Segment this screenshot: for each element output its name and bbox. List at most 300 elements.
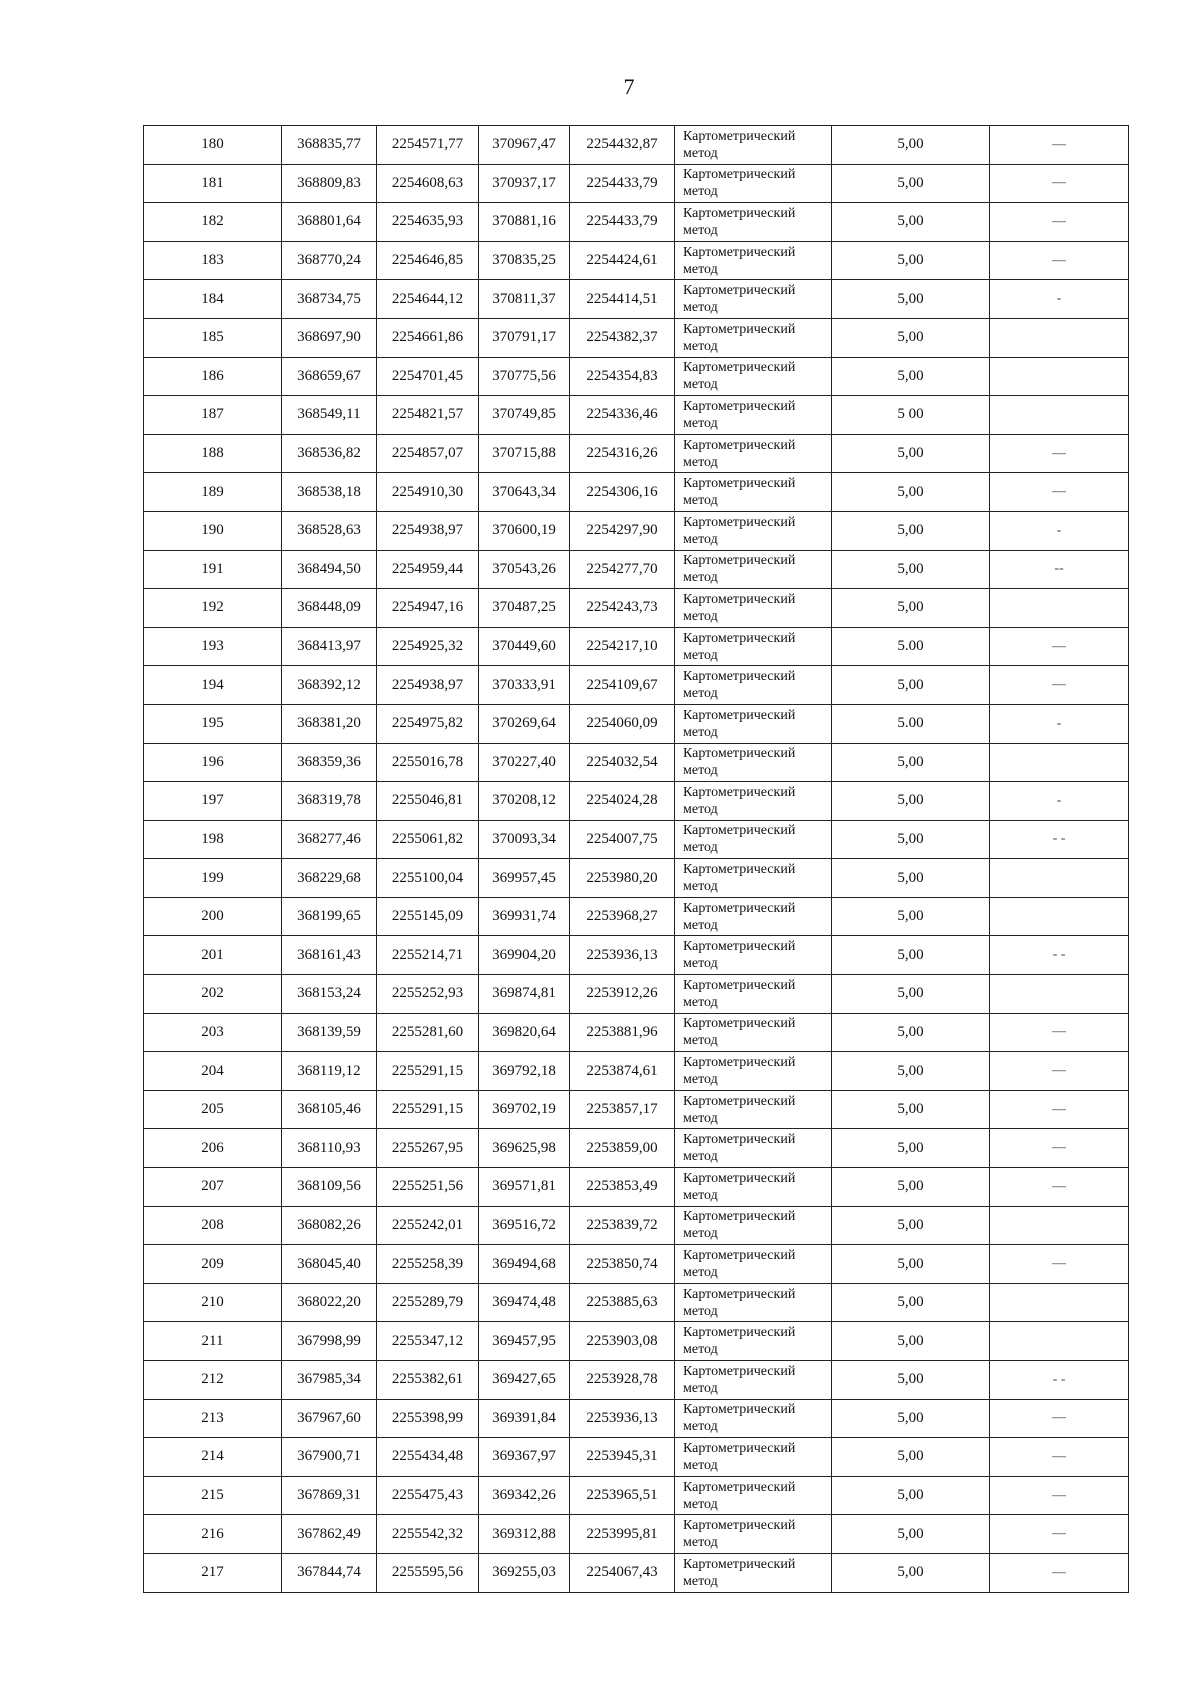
x-coordinate-2-cell: 369625,98 [479,1129,570,1168]
x-coordinate-2-cell: 370791,17 [479,318,570,357]
y-coordinate-cell: 2255542,32 [377,1515,479,1554]
method-cell [675,164,832,203]
table-row [144,743,1129,782]
y-coordinate-cell: 2255434,48 [377,1438,479,1477]
method-cell [675,550,832,589]
method-line-1: Картометрический [683,244,796,260]
method-cell [675,666,832,705]
method-line-1: Картометрический [683,553,796,569]
method-cell [675,203,832,242]
accuracy-cell: 5,00 [832,1013,990,1052]
y-coordinate-cell: 2254646,85 [377,241,479,280]
method-line-1: Картометрический [683,862,796,878]
y-coordinate-2-cell: 2253874,61 [570,1052,675,1091]
note-cell: — [990,1245,1129,1284]
note-cell: — [990,241,1129,280]
x-coordinate-2-cell: 369342,26 [479,1476,570,1515]
method-cell [675,936,832,975]
y-coordinate-2-cell: 2254433,79 [570,164,675,203]
table-row [144,164,1129,203]
x-coordinate-2-cell: 369792,18 [479,1052,570,1091]
point-number-cell: 213 [144,1399,282,1438]
table-row [144,1399,1129,1438]
table-row [144,280,1129,319]
method-line-2: метод [683,647,718,663]
note-cell: -- [990,550,1129,589]
x-coordinate-cell: 368809,83 [282,164,377,203]
table-row [144,1361,1129,1400]
y-coordinate-2-cell: 2253980,20 [570,859,675,898]
note-cell [990,859,1129,898]
y-coordinate-cell: 2255242,01 [377,1206,479,1245]
note-cell [990,897,1129,936]
method-line-1: Картометрический [683,514,796,530]
y-coordinate-cell: 2255291,15 [377,1052,479,1091]
method-cell [675,241,832,280]
accuracy-cell: 5,00 [832,126,990,165]
method-cell [675,1553,832,1592]
method-line-2: метод [683,1419,718,1435]
method-line-2: метод [683,801,718,817]
accuracy-cell: 5,00 [832,897,990,936]
x-coordinate-cell: 368770,24 [282,241,377,280]
note-cell [990,318,1129,357]
y-coordinate-2-cell: 2254433,79 [570,203,675,242]
x-coordinate-cell: 368381,20 [282,704,377,743]
x-coordinate-cell: 368153,24 [282,975,377,1014]
table-row [144,897,1129,936]
method-line-2: метод [683,724,718,740]
x-coordinate-cell: 368139,59 [282,1013,377,1052]
table-row [144,589,1129,628]
table-row [144,434,1129,473]
method-line-2: метод [683,222,718,238]
note-cell: — [990,434,1129,473]
y-coordinate-2-cell: 2254424,61 [570,241,675,280]
y-coordinate-cell: 2254608,63 [377,164,479,203]
x-coordinate-cell: 367862,49 [282,1515,377,1554]
method-line-1: Картометрический [683,1479,796,1495]
point-number-cell: 188 [144,434,282,473]
table-row [144,627,1129,666]
method-cell [675,1129,832,1168]
accuracy-cell: 5.00 [832,704,990,743]
x-coordinate-cell: 368659,67 [282,357,377,396]
accuracy-cell: 5,00 [832,473,990,512]
coordinates-table-body [144,126,1129,1593]
method-cell [675,1090,832,1129]
table-row [144,1129,1129,1168]
x-coordinate-2-cell: 370487,25 [479,589,570,628]
y-coordinate-2-cell: 2254336,46 [570,396,675,435]
method-cell [675,434,832,473]
note-cell: — [990,1553,1129,1592]
point-number-cell: 186 [144,357,282,396]
note-cell [990,357,1129,396]
point-number-cell: 211 [144,1322,282,1361]
method-line-1: Картометрический [683,1440,796,1456]
x-coordinate-cell: 368734,75 [282,280,377,319]
method-line-1: Картометрический [683,900,796,916]
method-line-1: Картометрический [683,1209,796,1225]
y-coordinate-2-cell: 2253965,51 [570,1476,675,1515]
method-line-2: метод [683,300,718,316]
note-cell: - [990,280,1129,319]
method-line-2: метод [683,454,718,470]
method-line-1: Картометрический [683,321,796,337]
x-coordinate-2-cell: 369367,97 [479,1438,570,1477]
table-row [144,936,1129,975]
y-coordinate-cell: 2254857,07 [377,434,479,473]
y-coordinate-cell: 2255100,04 [377,859,479,898]
table-row [144,1090,1129,1129]
x-coordinate-2-cell: 370835,25 [479,241,570,280]
method-line-1: Картометрический [683,437,796,453]
method-cell [675,782,832,821]
table-row [144,550,1129,589]
x-coordinate-cell: 368105,46 [282,1090,377,1129]
method-line-2: метод [683,145,718,161]
method-line-2: метод [683,1342,718,1358]
method-line-2: метод [683,608,718,624]
method-line-2: метод [683,917,718,933]
y-coordinate-cell: 2254938,97 [377,666,479,705]
note-cell: — [990,1476,1129,1515]
method-cell [675,280,832,319]
method-cell [675,1515,832,1554]
note-cell: - - [990,936,1129,975]
coordinates-table [143,125,1129,1593]
y-coordinate-cell: 2254644,12 [377,280,479,319]
point-number-cell: 182 [144,203,282,242]
y-coordinate-2-cell: 2254316,26 [570,434,675,473]
y-coordinate-cell: 2254959,44 [377,550,479,589]
accuracy-cell: 5,00 [832,1129,990,1168]
y-coordinate-cell: 2255267,95 [377,1129,479,1168]
y-coordinate-2-cell: 2254032,54 [570,743,675,782]
method-cell [675,1322,832,1361]
accuracy-cell: 5,00 [832,280,990,319]
y-coordinate-2-cell: 2253839,72 [570,1206,675,1245]
table-row [144,396,1129,435]
accuracy-cell: 5,00 [832,241,990,280]
y-coordinate-2-cell: 2253995,81 [570,1515,675,1554]
method-cell [675,1476,832,1515]
point-number-cell: 184 [144,280,282,319]
accuracy-cell: 5,00 [832,318,990,357]
note-cell: — [990,164,1129,203]
x-coordinate-cell: 368448,09 [282,589,377,628]
y-coordinate-cell: 2254635,93 [377,203,479,242]
accuracy-cell: 5,00 [832,743,990,782]
method-cell [675,1438,832,1477]
x-coordinate-2-cell: 370227,40 [479,743,570,782]
accuracy-cell: 5,00 [832,1090,990,1129]
point-number-cell: 187 [144,396,282,435]
point-number-cell: 212 [144,1361,282,1400]
x-coordinate-cell: 367967,60 [282,1399,377,1438]
y-coordinate-cell: 2255046,81 [377,782,479,821]
y-coordinate-2-cell: 2254306,16 [570,473,675,512]
x-coordinate-cell: 368022,20 [282,1283,377,1322]
accuracy-cell: 5,00 [832,589,990,628]
x-coordinate-cell: 368494,50 [282,550,377,589]
x-coordinate-cell: 368528,63 [282,511,377,550]
method-line-2: метод [683,1187,718,1203]
method-line-1: Картометрический [683,1325,796,1341]
x-coordinate-cell: 368835,77 [282,126,377,165]
x-coordinate-cell: 368199,65 [282,897,377,936]
method-cell [675,1206,832,1245]
x-coordinate-2-cell: 369312,88 [479,1515,570,1554]
method-cell [675,396,832,435]
x-coordinate-2-cell: 369516,72 [479,1206,570,1245]
table-row [144,1206,1129,1245]
y-coordinate-2-cell: 2254243,73 [570,589,675,628]
accuracy-cell: 5,00 [832,203,990,242]
x-coordinate-cell: 367998,99 [282,1322,377,1361]
x-coordinate-2-cell: 370775,56 [479,357,570,396]
method-line-2: метод [683,1573,718,1589]
method-line-1: Картометрический [683,591,796,607]
note-cell [990,589,1129,628]
y-coordinate-2-cell: 2254060,09 [570,704,675,743]
method-cell [675,473,832,512]
accuracy-cell: 5,00 [832,1361,990,1400]
y-coordinate-2-cell: 2253859,00 [570,1129,675,1168]
method-line-2: метод [683,184,718,200]
x-coordinate-cell: 368110,93 [282,1129,377,1168]
x-coordinate-2-cell: 369702,19 [479,1090,570,1129]
point-number-cell: 214 [144,1438,282,1477]
method-line-2: метод [683,531,718,547]
y-coordinate-2-cell: 2254024,28 [570,782,675,821]
y-coordinate-cell: 2255289,79 [377,1283,479,1322]
y-coordinate-cell: 2255145,09 [377,897,479,936]
x-coordinate-cell: 368697,90 [282,318,377,357]
y-coordinate-cell: 2255258,39 [377,1245,479,1284]
accuracy-cell: 5,00 [832,1052,990,1091]
note-cell: — [990,1013,1129,1052]
x-coordinate-2-cell: 370269,64 [479,704,570,743]
table-row [144,704,1129,743]
point-number-cell: 217 [144,1553,282,1592]
x-coordinate-2-cell: 369427,65 [479,1361,570,1400]
y-coordinate-2-cell: 2254109,67 [570,666,675,705]
point-number-cell: 216 [144,1515,282,1554]
x-coordinate-cell: 368229,68 [282,859,377,898]
accuracy-cell: 5,00 [832,782,990,821]
method-line-1: Картометрический [683,707,796,723]
y-coordinate-cell: 2255061,82 [377,820,479,859]
method-line-1: Картометрический [683,167,796,183]
y-coordinate-2-cell: 2253936,13 [570,936,675,975]
y-coordinate-cell: 2254661,86 [377,318,479,357]
table-row [144,1553,1129,1592]
point-number-cell: 189 [144,473,282,512]
y-coordinate-2-cell: 2253968,27 [570,897,675,936]
method-line-2: метод [683,1457,718,1473]
note-cell: - [990,704,1129,743]
point-number-cell: 210 [144,1283,282,1322]
point-number-cell: 190 [144,511,282,550]
accuracy-cell: 5,00 [832,550,990,589]
accuracy-cell: 5,00 [832,666,990,705]
point-number-cell: 191 [144,550,282,589]
point-number-cell: 201 [144,936,282,975]
note-cell: — [990,627,1129,666]
x-coordinate-2-cell: 370208,12 [479,782,570,821]
y-coordinate-2-cell: 2253857,17 [570,1090,675,1129]
table-row [144,203,1129,242]
x-coordinate-cell: 368119,12 [282,1052,377,1091]
point-number-cell: 193 [144,627,282,666]
y-coordinate-2-cell: 2253912,26 [570,975,675,1014]
point-number-cell: 203 [144,1013,282,1052]
method-line-2: метод [683,686,718,702]
table-row [144,859,1129,898]
x-coordinate-2-cell: 369931,74 [479,897,570,936]
method-line-2: метод [683,261,718,277]
y-coordinate-2-cell: 2253885,63 [570,1283,675,1322]
y-coordinate-2-cell: 2253881,96 [570,1013,675,1052]
method-line-2: метод [683,1110,718,1126]
x-coordinate-2-cell: 369957,45 [479,859,570,898]
table-row [144,126,1129,165]
point-number-cell: 205 [144,1090,282,1129]
method-cell [675,820,832,859]
table-row [144,782,1129,821]
method-cell [675,126,832,165]
method-line-1: Картометрический [683,823,796,839]
x-coordinate-cell: 368549,11 [282,396,377,435]
method-line-2: метод [683,763,718,779]
note-cell: — [990,1052,1129,1091]
y-coordinate-2-cell: 2254217,10 [570,627,675,666]
y-coordinate-cell: 2255382,61 [377,1361,479,1400]
method-line-1: Картометрический [683,1248,796,1264]
x-coordinate-2-cell: 370600,19 [479,511,570,550]
x-coordinate-2-cell: 369571,81 [479,1168,570,1207]
accuracy-cell: 5,00 [832,511,990,550]
table-row [144,318,1129,357]
method-line-1: Картометрический [683,1170,796,1186]
x-coordinate-2-cell: 369474,48 [479,1283,570,1322]
x-coordinate-2-cell: 370333,91 [479,666,570,705]
table-row [144,473,1129,512]
point-number-cell: 215 [144,1476,282,1515]
x-coordinate-cell: 368161,43 [282,936,377,975]
y-coordinate-cell: 2255475,43 [377,1476,479,1515]
point-number-cell: 194 [144,666,282,705]
note-cell: - [990,511,1129,550]
table-row [144,1052,1129,1091]
point-number-cell: 208 [144,1206,282,1245]
y-coordinate-2-cell: 2253936,13 [570,1399,675,1438]
x-coordinate-2-cell: 369494,68 [479,1245,570,1284]
y-coordinate-2-cell: 2253850,74 [570,1245,675,1284]
method-cell [675,1013,832,1052]
point-number-cell: 206 [144,1129,282,1168]
note-cell: — [990,126,1129,165]
note-cell [990,1283,1129,1322]
method-cell [675,1399,832,1438]
method-line-1: Картометрический [683,977,796,993]
method-line-1: Картометрический [683,1286,796,1302]
x-coordinate-cell: 368277,46 [282,820,377,859]
method-line-1: Картометрический [683,128,796,144]
note-cell: — [990,1168,1129,1207]
accuracy-cell: 5,00 [832,820,990,859]
y-coordinate-cell: 2254947,16 [377,589,479,628]
note-cell [990,975,1129,1014]
accuracy-cell: 5,00 [832,434,990,473]
method-line-1: Картометрический [683,205,796,221]
method-line-2: метод [683,840,718,856]
y-coordinate-cell: 2254821,57 [377,396,479,435]
note-cell: — [990,1399,1129,1438]
x-coordinate-2-cell: 370093,34 [479,820,570,859]
method-line-1: Картометрический [683,669,796,685]
accuracy-cell: 5,00 [832,1283,990,1322]
method-line-2: метод [683,1072,718,1088]
method-cell [675,1245,832,1284]
accuracy-cell: 5,00 [832,1515,990,1554]
method-line-1: Картометрический [683,476,796,492]
method-line-1: Картометрический [683,1016,796,1032]
accuracy-cell: 5,00 [832,975,990,1014]
accuracy-cell: 5,00 [832,1476,990,1515]
method-cell [675,1283,832,1322]
x-coordinate-cell: 368082,26 [282,1206,377,1245]
y-coordinate-2-cell: 2253945,31 [570,1438,675,1477]
x-coordinate-2-cell: 370811,37 [479,280,570,319]
method-line-1: Картометрический [683,1402,796,1418]
y-coordinate-2-cell: 2254277,70 [570,550,675,589]
point-number-cell: 209 [144,1245,282,1284]
note-cell: — [990,1438,1129,1477]
method-line-1: Картометрический [683,360,796,376]
x-coordinate-2-cell: 370543,26 [479,550,570,589]
x-coordinate-2-cell: 369391,84 [479,1399,570,1438]
point-number-cell: 202 [144,975,282,1014]
method-line-1: Картометрический [683,939,796,955]
accuracy-cell: 5.00 [832,627,990,666]
accuracy-cell: 5,00 [832,1553,990,1592]
x-coordinate-2-cell: 370881,16 [479,203,570,242]
method-cell [675,511,832,550]
y-coordinate-cell: 2255398,99 [377,1399,479,1438]
table-row [144,1438,1129,1477]
table-row [144,1245,1129,1284]
method-cell [675,318,832,357]
table-row [144,1322,1129,1361]
note-cell: — [990,1515,1129,1554]
y-coordinate-cell: 2255595,56 [377,1553,479,1592]
point-number-cell: 200 [144,897,282,936]
x-coordinate-cell: 367869,31 [282,1476,377,1515]
y-coordinate-2-cell: 2253853,49 [570,1168,675,1207]
accuracy-cell: 5 00 [832,396,990,435]
y-coordinate-2-cell: 2254382,37 [570,318,675,357]
table-row [144,975,1129,1014]
method-cell [675,859,832,898]
method-cell [675,704,832,743]
y-coordinate-cell: 2254975,82 [377,704,479,743]
y-coordinate-2-cell: 2254414,51 [570,280,675,319]
table-row [144,1283,1129,1322]
method-line-1: Картометрический [683,1518,796,1534]
